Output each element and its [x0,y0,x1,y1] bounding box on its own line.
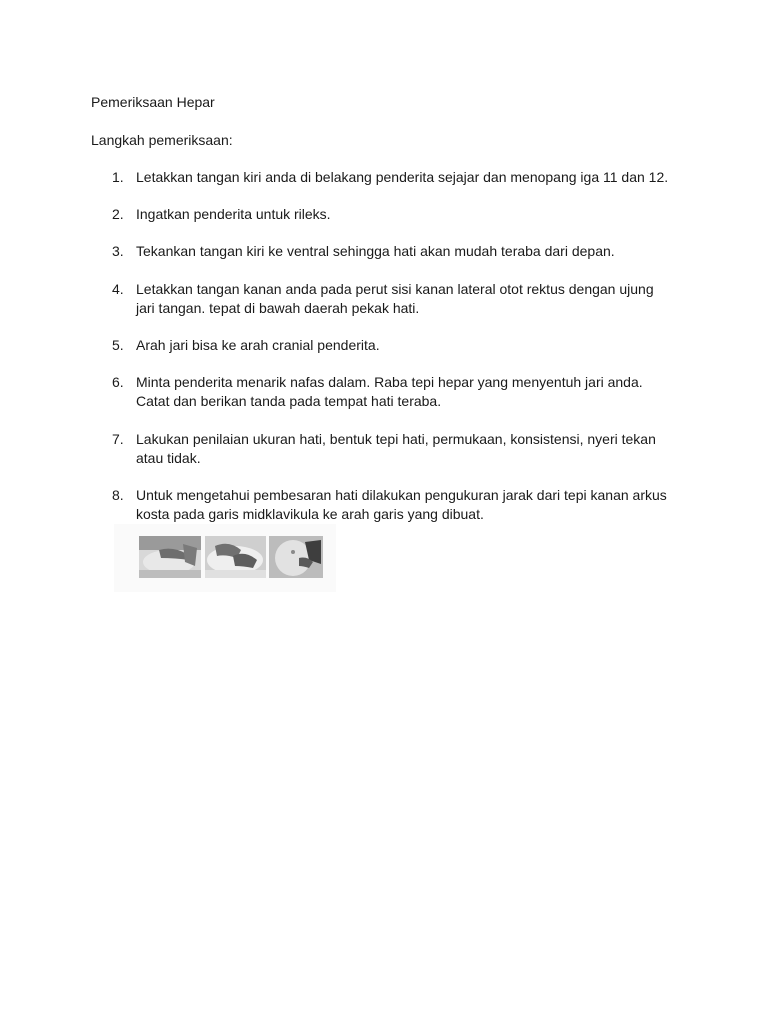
hand-palpation-photo-2 [205,536,266,578]
step-number: 7. [112,431,124,447]
step-text: Ingatkan penderita untuk rileks. [136,206,331,222]
step-number: 1. [112,169,124,185]
step-number: 4. [112,281,124,297]
step-text: Lakukan penilaian ukuran hati, bentuk tepi hati, permukaan, konsistensi, nyeri tekan atau tidak. [136,431,656,466]
step-text: Letakkan tangan kanan anda pada perut sisi kanan lateral otot rektus dengan ujung jari tangan. tepat di bawah daerah pekak hati. [136,281,654,316]
step-text: Tekankan tangan kiri ke ventral sehingga hati akan mudah teraba dari depan. [136,243,615,259]
step-number: 6. [112,374,124,390]
step-number: 8. [112,487,124,503]
step-text: Untuk mengetahui pembesaran hati dilakukan pengukuran jarak dari tepi kanan arkus kosta pada garis midklavikula ke arah garis yang dibuat. [136,487,667,522]
step-text: Minta penderita menarik nafas dalam. Raba tepi hepar yang menyentuh jari anda. Catat dan berikan tanda pada tempat hati teraba. [136,374,643,409]
hand-palpation-photo-1 [139,536,201,578]
step-number: 2. [112,206,124,222]
document-title: Pemeriksaan Hepar [91,94,215,110]
palpation-figure [114,524,336,592]
hand-palpation-photo-3 [269,536,323,578]
step-text: Arah jari bisa ke arah cranial penderita. [136,337,380,353]
step-number: 5. [112,337,124,353]
step-number: 3. [112,243,124,259]
document-subtitle: Langkah pemeriksaan: [91,132,233,148]
step-text: Letakkan tangan kiri anda di belakang penderita sejajar dan menopang iga 11 dan 12. [136,169,669,185]
